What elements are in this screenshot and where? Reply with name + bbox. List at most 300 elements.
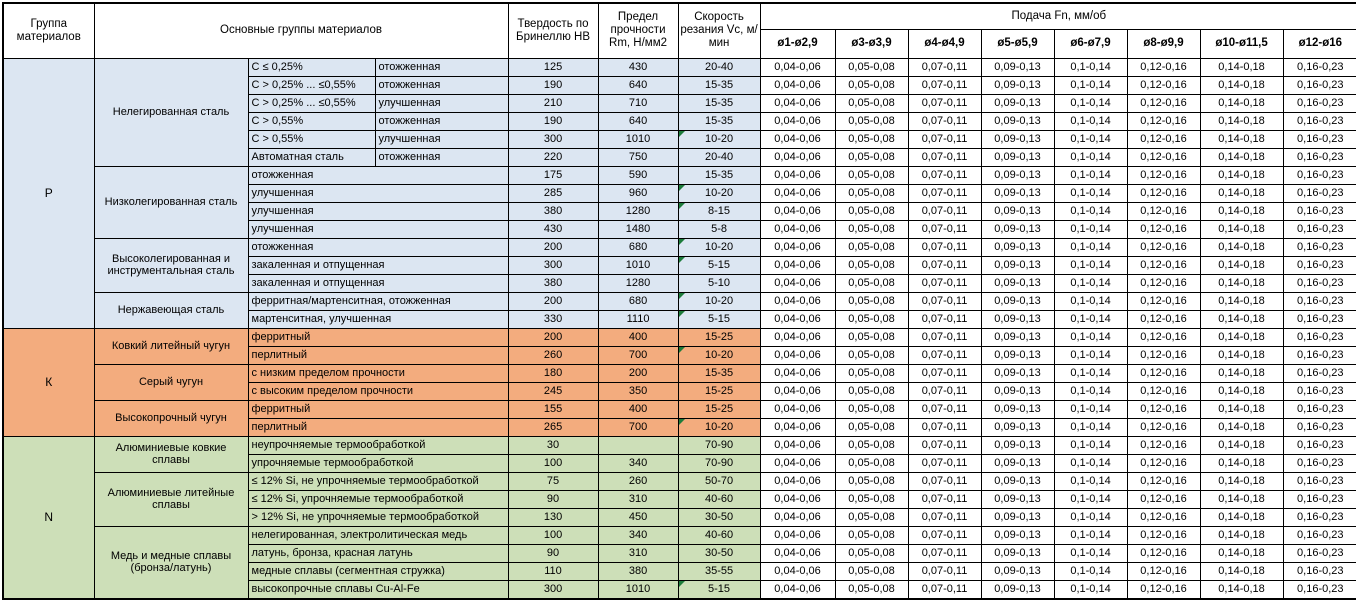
header-diameter-4[interactable]: ø5-ø5,9 [981, 29, 1054, 58]
material-variant-cell[interactable]: упрочняемые термообработкой [248, 454, 508, 472]
feed-cell-d7[interactable]: 0,14-0,18 [1200, 130, 1283, 148]
feed-cell-d3[interactable]: 0,07-0,11 [908, 454, 981, 472]
feed-cell-d1[interactable]: 0,04-0,06 [760, 292, 835, 310]
feed-cell-d6[interactable]: 0,12-0,16 [1127, 526, 1200, 544]
feed-cell-d6[interactable]: 0,12-0,16 [1127, 328, 1200, 346]
feed-cell-d2[interactable]: 0,05-0,08 [835, 130, 908, 148]
feed-cell-d2[interactable]: 0,05-0,08 [835, 238, 908, 256]
vc-cell[interactable]: 5-15 [678, 310, 760, 328]
vc-cell[interactable]: 10-20 [678, 184, 760, 202]
vc-cell[interactable]: 15-35 [678, 364, 760, 382]
feed-cell-d3[interactable]: 0,07-0,11 [908, 490, 981, 508]
hb-cell[interactable]: 300 [508, 256, 598, 274]
feed-cell-d8[interactable]: 0,16-0,23 [1283, 220, 1356, 238]
material-variant-cell[interactable]: медные сплавы (сегментная стружка) [248, 562, 508, 580]
feed-cell-d7[interactable]: 0,14-0,18 [1200, 112, 1283, 130]
feed-cell-d4[interactable]: 0,09-0,13 [981, 364, 1054, 382]
feed-cell-d2[interactable]: 0,05-0,08 [835, 274, 908, 292]
feed-cell-d7[interactable]: 0,14-0,18 [1200, 184, 1283, 202]
feed-cell-d2[interactable]: 0,05-0,08 [835, 508, 908, 526]
feed-cell-d7[interactable]: 0,14-0,18 [1200, 580, 1283, 599]
material-group-cell[interactable]: Алюминиевые литейные сплавы [94, 472, 248, 526]
feed-cell-d7[interactable]: 0,14-0,18 [1200, 166, 1283, 184]
vc-cell[interactable]: 15-35 [678, 112, 760, 130]
feed-cell-d7[interactable]: 0,14-0,18 [1200, 454, 1283, 472]
material-variant-cell[interactable]: закаленная и отпущенная [248, 274, 508, 292]
feed-cell-d5[interactable]: 0,1-0,14 [1054, 562, 1127, 580]
feed-cell-d8[interactable]: 0,16-0,23 [1283, 508, 1356, 526]
feed-cell-d4[interactable]: 0,09-0,13 [981, 94, 1054, 112]
feed-cell-d2[interactable]: 0,05-0,08 [835, 112, 908, 130]
feed-cell-d3[interactable]: 0,07-0,11 [908, 76, 981, 94]
material-variant-cell[interactable]: неупрочняемые термообработкой [248, 436, 508, 454]
material-group-cell[interactable]: Нелегированная сталь [94, 58, 248, 166]
feed-cell-d2[interactable]: 0,05-0,08 [835, 76, 908, 94]
feed-cell-d8[interactable]: 0,16-0,23 [1283, 256, 1356, 274]
feed-cell-d5[interactable]: 0,1-0,14 [1054, 364, 1127, 382]
rm-cell[interactable]: 960 [598, 184, 678, 202]
vc-cell[interactable]: 10-20 [678, 130, 760, 148]
material-group-cell[interactable]: Высокопрочный чугун [94, 400, 248, 436]
header-cutting-speed-vc[interactable]: Скорость резания Vc, м/мин [678, 3, 760, 58]
feed-cell-d8[interactable]: 0,16-0,23 [1283, 364, 1356, 382]
feed-cell-d3[interactable]: 0,07-0,11 [908, 508, 981, 526]
feed-cell-d5[interactable]: 0,1-0,14 [1054, 346, 1127, 364]
feed-cell-d4[interactable]: 0,09-0,13 [981, 184, 1054, 202]
feed-cell-d7[interactable]: 0,14-0,18 [1200, 310, 1283, 328]
feed-cell-d6[interactable]: 0,12-0,16 [1127, 292, 1200, 310]
feed-cell-d8[interactable]: 0,16-0,23 [1283, 148, 1356, 166]
feed-cell-d7[interactable]: 0,14-0,18 [1200, 94, 1283, 112]
feed-cell-d2[interactable]: 0,05-0,08 [835, 184, 908, 202]
feed-cell-d2[interactable]: 0,05-0,08 [835, 454, 908, 472]
feed-cell-d3[interactable]: 0,07-0,11 [908, 382, 981, 400]
feed-cell-d6[interactable]: 0,12-0,16 [1127, 274, 1200, 292]
feed-cell-d5[interactable]: 0,1-0,14 [1054, 202, 1127, 220]
feed-cell-d5[interactable]: 0,1-0,14 [1054, 490, 1127, 508]
material-variant-cell[interactable]: C > 0,55% [248, 112, 375, 130]
material-variant-cell[interactable]: улучшенная [248, 220, 508, 238]
rm-cell[interactable]: 640 [598, 76, 678, 94]
feed-cell-d7[interactable]: 0,14-0,18 [1200, 328, 1283, 346]
hb-cell[interactable]: 380 [508, 202, 598, 220]
feed-cell-d1[interactable]: 0,04-0,06 [760, 400, 835, 418]
material-variant-cell[interactable]: с низким пределом прочности [248, 364, 508, 382]
feed-cell-d3[interactable]: 0,07-0,11 [908, 526, 981, 544]
hb-cell[interactable]: 200 [508, 328, 598, 346]
header-diameter-2[interactable]: ø3-ø3,9 [835, 29, 908, 58]
rm-cell[interactable]: 1010 [598, 130, 678, 148]
feed-cell-d6[interactable]: 0,12-0,16 [1127, 256, 1200, 274]
feed-cell-d2[interactable]: 0,05-0,08 [835, 310, 908, 328]
feed-cell-d4[interactable]: 0,09-0,13 [981, 130, 1054, 148]
feed-cell-d4[interactable]: 0,09-0,13 [981, 328, 1054, 346]
material-variant-cell[interactable]: перлитный [248, 418, 508, 436]
feed-cell-d5[interactable]: 0,1-0,14 [1054, 418, 1127, 436]
feed-cell-d5[interactable]: 0,1-0,14 [1054, 400, 1127, 418]
material-variant-cell[interactable]: ферритная/мартенситная, отожженная [248, 292, 508, 310]
feed-cell-d2[interactable]: 0,05-0,08 [835, 346, 908, 364]
feed-cell-d1[interactable]: 0,04-0,06 [760, 508, 835, 526]
feed-cell-d7[interactable]: 0,14-0,18 [1200, 544, 1283, 562]
feed-cell-d8[interactable]: 0,16-0,23 [1283, 238, 1356, 256]
feed-cell-d5[interactable]: 0,1-0,14 [1054, 94, 1127, 112]
feed-cell-d3[interactable]: 0,07-0,11 [908, 256, 981, 274]
feed-cell-d7[interactable]: 0,14-0,18 [1200, 418, 1283, 436]
feed-cell-d4[interactable]: 0,09-0,13 [981, 418, 1054, 436]
feed-cell-d4[interactable]: 0,09-0,13 [981, 382, 1054, 400]
feed-cell-d8[interactable]: 0,16-0,23 [1283, 382, 1356, 400]
feed-cell-d5[interactable]: 0,1-0,14 [1054, 454, 1127, 472]
rm-cell[interactable]: 380 [598, 562, 678, 580]
feed-cell-d4[interactable]: 0,09-0,13 [981, 490, 1054, 508]
feed-cell-d3[interactable]: 0,07-0,11 [908, 220, 981, 238]
feed-cell-d7[interactable]: 0,14-0,18 [1200, 364, 1283, 382]
material-variant-cell[interactable]: отожженная [248, 238, 508, 256]
feed-cell-d2[interactable]: 0,05-0,08 [835, 202, 908, 220]
vc-cell[interactable]: 8-15 [678, 202, 760, 220]
feed-cell-d3[interactable]: 0,07-0,11 [908, 292, 981, 310]
feed-cell-d6[interactable]: 0,12-0,16 [1127, 94, 1200, 112]
vc-cell[interactable]: 15-35 [678, 76, 760, 94]
header-hardness-hb[interactable]: Твердость по Бринеллю HB [508, 3, 598, 58]
vc-cell[interactable]: 10-20 [678, 238, 760, 256]
feed-cell-d7[interactable]: 0,14-0,18 [1200, 472, 1283, 490]
material-variant-cell[interactable]: перлитный [248, 346, 508, 364]
feed-cell-d8[interactable]: 0,16-0,23 [1283, 544, 1356, 562]
material-variant-cell[interactable]: Автоматная сталь [248, 148, 375, 166]
feed-cell-d3[interactable]: 0,07-0,11 [908, 112, 981, 130]
feed-cell-d8[interactable]: 0,16-0,23 [1283, 328, 1356, 346]
feed-cell-d6[interactable]: 0,12-0,16 [1127, 76, 1200, 94]
vc-cell[interactable]: 30-50 [678, 508, 760, 526]
material-group-cell[interactable]: Низколегированная сталь [94, 166, 248, 238]
hb-cell[interactable]: 155 [508, 400, 598, 418]
header-main-groups[interactable]: Основные группы материалов [94, 3, 508, 58]
feed-cell-d6[interactable]: 0,12-0,16 [1127, 580, 1200, 599]
vc-cell[interactable]: 5-15 [678, 580, 760, 599]
feed-cell-d1[interactable]: 0,04-0,06 [760, 130, 835, 148]
rm-cell[interactable]: 350 [598, 382, 678, 400]
feed-cell-d2[interactable]: 0,05-0,08 [835, 490, 908, 508]
feed-cell-d5[interactable]: 0,1-0,14 [1054, 130, 1127, 148]
feed-cell-d4[interactable]: 0,09-0,13 [981, 112, 1054, 130]
feed-cell-d5[interactable]: 0,1-0,14 [1054, 310, 1127, 328]
feed-cell-d5[interactable]: 0,1-0,14 [1054, 526, 1127, 544]
feed-cell-d1[interactable]: 0,04-0,06 [760, 562, 835, 580]
hb-cell[interactable]: 75 [508, 472, 598, 490]
feed-cell-d8[interactable]: 0,16-0,23 [1283, 184, 1356, 202]
feed-cell-d8[interactable]: 0,16-0,23 [1283, 580, 1356, 599]
feed-cell-d6[interactable]: 0,12-0,16 [1127, 166, 1200, 184]
rm-cell[interactable]: 700 [598, 418, 678, 436]
feed-cell-d8[interactable]: 0,16-0,23 [1283, 202, 1356, 220]
feed-cell-d8[interactable]: 0,16-0,23 [1283, 310, 1356, 328]
feed-cell-d4[interactable]: 0,09-0,13 [981, 76, 1054, 94]
feed-cell-d3[interactable]: 0,07-0,11 [908, 58, 981, 76]
rm-cell[interactable]: 340 [598, 454, 678, 472]
feed-cell-d7[interactable]: 0,14-0,18 [1200, 202, 1283, 220]
hb-cell[interactable]: 100 [508, 526, 598, 544]
hb-cell[interactable]: 125 [508, 58, 598, 76]
feed-cell-d2[interactable]: 0,05-0,08 [835, 256, 908, 274]
feed-cell-d8[interactable]: 0,16-0,23 [1283, 562, 1356, 580]
feed-cell-d3[interactable]: 0,07-0,11 [908, 580, 981, 599]
hb-cell[interactable]: 220 [508, 148, 598, 166]
feed-cell-d4[interactable]: 0,09-0,13 [981, 58, 1054, 76]
feed-cell-d5[interactable]: 0,1-0,14 [1054, 580, 1127, 599]
feed-cell-d1[interactable]: 0,04-0,06 [760, 256, 835, 274]
feed-cell-d4[interactable]: 0,09-0,13 [981, 202, 1054, 220]
feed-cell-d7[interactable]: 0,14-0,18 [1200, 274, 1283, 292]
material-variant-cell[interactable]: улучшенная [248, 202, 508, 220]
feed-cell-d8[interactable]: 0,16-0,23 [1283, 472, 1356, 490]
feed-cell-d7[interactable]: 0,14-0,18 [1200, 292, 1283, 310]
feed-cell-d5[interactable]: 0,1-0,14 [1054, 292, 1127, 310]
material-state-cell[interactable]: отожженная [375, 76, 508, 94]
hb-cell[interactable]: 265 [508, 418, 598, 436]
feed-cell-d1[interactable]: 0,04-0,06 [760, 310, 835, 328]
rm-cell[interactable]: 430 [598, 58, 678, 76]
feed-cell-d8[interactable]: 0,16-0,23 [1283, 58, 1356, 76]
feed-cell-d5[interactable]: 0,1-0,14 [1054, 166, 1127, 184]
material-variant-cell[interactable]: ≤ 12% Si, не упрочняемые термообработкой [248, 472, 508, 490]
feed-cell-d5[interactable]: 0,1-0,14 [1054, 472, 1127, 490]
feed-cell-d3[interactable]: 0,07-0,11 [908, 436, 981, 454]
header-diameter-6[interactable]: ø8-ø9,9 [1127, 29, 1200, 58]
vc-cell[interactable]: 15-35 [678, 166, 760, 184]
feed-cell-d4[interactable]: 0,09-0,13 [981, 346, 1054, 364]
header-diameter-3[interactable]: ø4-ø4,9 [908, 29, 981, 58]
feed-cell-d7[interactable]: 0,14-0,18 [1200, 400, 1283, 418]
vc-cell[interactable]: 5-8 [678, 220, 760, 238]
feed-cell-d1[interactable]: 0,04-0,06 [760, 328, 835, 346]
feed-cell-d4[interactable]: 0,09-0,13 [981, 562, 1054, 580]
material-variant-cell[interactable]: C ≤ 0,25% [248, 58, 375, 76]
feed-cell-d6[interactable]: 0,12-0,16 [1127, 490, 1200, 508]
hb-cell[interactable]: 285 [508, 184, 598, 202]
feed-cell-d8[interactable]: 0,16-0,23 [1283, 346, 1356, 364]
rm-cell[interactable]: 1280 [598, 274, 678, 292]
material-variant-cell[interactable]: > 12% Si, не упрочняемые термообработкой [248, 508, 508, 526]
feed-cell-d7[interactable]: 0,14-0,18 [1200, 436, 1283, 454]
feed-cell-d2[interactable]: 0,05-0,08 [835, 562, 908, 580]
hb-cell[interactable]: 100 [508, 454, 598, 472]
feed-cell-d2[interactable]: 0,05-0,08 [835, 544, 908, 562]
feed-cell-d8[interactable]: 0,16-0,23 [1283, 274, 1356, 292]
feed-cell-d7[interactable]: 0,14-0,18 [1200, 220, 1283, 238]
feed-cell-d6[interactable]: 0,12-0,16 [1127, 364, 1200, 382]
feed-cell-d8[interactable]: 0,16-0,23 [1283, 436, 1356, 454]
feed-cell-d3[interactable]: 0,07-0,11 [908, 274, 981, 292]
feed-cell-d7[interactable]: 0,14-0,18 [1200, 562, 1283, 580]
feed-cell-d6[interactable]: 0,12-0,16 [1127, 238, 1200, 256]
feed-cell-d2[interactable]: 0,05-0,08 [835, 382, 908, 400]
feed-cell-d7[interactable]: 0,14-0,18 [1200, 76, 1283, 94]
feed-cell-d6[interactable]: 0,12-0,16 [1127, 130, 1200, 148]
feed-cell-d3[interactable]: 0,07-0,11 [908, 310, 981, 328]
vc-cell[interactable]: 70-90 [678, 454, 760, 472]
feed-cell-d4[interactable]: 0,09-0,13 [981, 310, 1054, 328]
feed-cell-d6[interactable]: 0,12-0,16 [1127, 112, 1200, 130]
feed-cell-d5[interactable]: 0,1-0,14 [1054, 436, 1127, 454]
rm-cell[interactable]: 340 [598, 526, 678, 544]
feed-cell-d6[interactable]: 0,12-0,16 [1127, 400, 1200, 418]
feed-cell-d6[interactable]: 0,12-0,16 [1127, 562, 1200, 580]
feed-cell-d6[interactable]: 0,12-0,16 [1127, 508, 1200, 526]
feed-cell-d1[interactable]: 0,04-0,06 [760, 364, 835, 382]
feed-cell-d2[interactable]: 0,05-0,08 [835, 328, 908, 346]
feed-cell-d3[interactable]: 0,07-0,11 [908, 94, 981, 112]
feed-cell-d1[interactable]: 0,04-0,06 [760, 346, 835, 364]
feed-cell-d6[interactable]: 0,12-0,16 [1127, 436, 1200, 454]
feed-cell-d6[interactable]: 0,12-0,16 [1127, 58, 1200, 76]
feed-cell-d1[interactable]: 0,04-0,06 [760, 472, 835, 490]
feed-cell-d5[interactable]: 0,1-0,14 [1054, 148, 1127, 166]
feed-cell-d2[interactable]: 0,05-0,08 [835, 580, 908, 599]
feed-cell-d3[interactable]: 0,07-0,11 [908, 400, 981, 418]
feed-cell-d7[interactable]: 0,14-0,18 [1200, 148, 1283, 166]
hb-cell[interactable]: 200 [508, 238, 598, 256]
vc-cell[interactable]: 35-55 [678, 562, 760, 580]
feed-cell-d2[interactable]: 0,05-0,08 [835, 400, 908, 418]
material-variant-cell[interactable]: ≤ 12% Si, упрочняемые термообработкой [248, 490, 508, 508]
hb-cell[interactable]: 190 [508, 76, 598, 94]
feed-cell-d5[interactable]: 0,1-0,14 [1054, 256, 1127, 274]
feed-cell-d1[interactable]: 0,04-0,06 [760, 580, 835, 599]
feed-cell-d1[interactable]: 0,04-0,06 [760, 94, 835, 112]
feed-cell-d5[interactable]: 0,1-0,14 [1054, 508, 1127, 526]
feed-cell-d8[interactable]: 0,16-0,23 [1283, 292, 1356, 310]
material-variant-cell[interactable]: улучшенная [248, 184, 508, 202]
vc-cell[interactable]: 40-60 [678, 526, 760, 544]
rm-cell[interactable]: 710 [598, 94, 678, 112]
feed-cell-d1[interactable]: 0,04-0,06 [760, 58, 835, 76]
feed-cell-d3[interactable]: 0,07-0,11 [908, 562, 981, 580]
rm-cell[interactable]: 1110 [598, 310, 678, 328]
hb-cell[interactable]: 200 [508, 292, 598, 310]
feed-cell-d3[interactable]: 0,07-0,11 [908, 166, 981, 184]
rm-cell[interactable]: 750 [598, 148, 678, 166]
feed-cell-d8[interactable]: 0,16-0,23 [1283, 130, 1356, 148]
hb-cell[interactable]: 210 [508, 94, 598, 112]
hb-cell[interactable]: 90 [508, 544, 598, 562]
feed-cell-d2[interactable]: 0,05-0,08 [835, 220, 908, 238]
feed-cell-d4[interactable]: 0,09-0,13 [981, 400, 1054, 418]
material-variant-cell[interactable]: мартенситная, улучшенная [248, 310, 508, 328]
group-code-cell[interactable]: N [3, 436, 94, 599]
header-diameter-8[interactable]: ø12-ø16 [1283, 29, 1356, 58]
feed-cell-d3[interactable]: 0,07-0,11 [908, 202, 981, 220]
material-state-cell[interactable]: отожженная [375, 148, 508, 166]
rm-cell[interactable]: 700 [598, 346, 678, 364]
vc-cell[interactable]: 15-35 [678, 94, 760, 112]
feed-cell-d5[interactable]: 0,1-0,14 [1054, 274, 1127, 292]
feed-cell-d5[interactable]: 0,1-0,14 [1054, 112, 1127, 130]
rm-cell[interactable]: 450 [598, 508, 678, 526]
feed-cell-d3[interactable]: 0,07-0,11 [908, 364, 981, 382]
hb-cell[interactable]: 380 [508, 274, 598, 292]
group-code-cell[interactable]: P [3, 58, 94, 328]
feed-cell-d4[interactable]: 0,09-0,13 [981, 454, 1054, 472]
feed-cell-d3[interactable]: 0,07-0,11 [908, 328, 981, 346]
rm-cell[interactable]: 590 [598, 166, 678, 184]
rm-cell[interactable]: 1010 [598, 580, 678, 599]
feed-cell-d7[interactable]: 0,14-0,18 [1200, 508, 1283, 526]
vc-cell[interactable]: 5-15 [678, 256, 760, 274]
feed-cell-d8[interactable]: 0,16-0,23 [1283, 454, 1356, 472]
material-variant-cell[interactable]: ферритный [248, 400, 508, 418]
feed-cell-d7[interactable]: 0,14-0,18 [1200, 526, 1283, 544]
feed-cell-d2[interactable]: 0,05-0,08 [835, 58, 908, 76]
vc-cell[interactable]: 15-25 [678, 400, 760, 418]
rm-cell[interactable]: 1280 [598, 202, 678, 220]
material-group-cell[interactable]: Нержавеющая сталь [94, 292, 248, 328]
header-diameter-1[interactable]: ø1-ø2,9 [760, 29, 835, 58]
header-feed-fn[interactable]: Подача Fn, мм/об [760, 3, 1356, 29]
feed-cell-d1[interactable]: 0,04-0,06 [760, 76, 835, 94]
feed-cell-d4[interactable]: 0,09-0,13 [981, 436, 1054, 454]
feed-cell-d2[interactable]: 0,05-0,08 [835, 94, 908, 112]
hb-cell[interactable]: 430 [508, 220, 598, 238]
material-group-cell[interactable]: Медь и медные сплавы (бронза/латунь) [94, 526, 248, 599]
header-diameter-7[interactable]: ø10-ø11,5 [1200, 29, 1283, 58]
feed-cell-d8[interactable]: 0,16-0,23 [1283, 112, 1356, 130]
feed-cell-d6[interactable]: 0,12-0,16 [1127, 454, 1200, 472]
feed-cell-d2[interactable]: 0,05-0,08 [835, 418, 908, 436]
feed-cell-d2[interactable]: 0,05-0,08 [835, 148, 908, 166]
header-strength-rm[interactable]: Предел прочности Rm, Н/мм2 [598, 3, 678, 58]
feed-cell-d8[interactable]: 0,16-0,23 [1283, 526, 1356, 544]
feed-cell-d1[interactable]: 0,04-0,06 [760, 220, 835, 238]
rm-cell[interactable]: 400 [598, 328, 678, 346]
feed-cell-d1[interactable]: 0,04-0,06 [760, 526, 835, 544]
feed-cell-d4[interactable]: 0,09-0,13 [981, 472, 1054, 490]
material-variant-cell[interactable]: нелегированная, электролитическая медь [248, 526, 508, 544]
feed-cell-d5[interactable]: 0,1-0,14 [1054, 58, 1127, 76]
vc-cell[interactable]: 30-50 [678, 544, 760, 562]
feed-cell-d1[interactable]: 0,04-0,06 [760, 382, 835, 400]
rm-cell[interactable]: 680 [598, 238, 678, 256]
material-variant-cell[interactable]: ферритный [248, 328, 508, 346]
material-state-cell[interactable]: улучшенная [375, 94, 508, 112]
feed-cell-d1[interactable]: 0,04-0,06 [760, 148, 835, 166]
feed-cell-d2[interactable]: 0,05-0,08 [835, 472, 908, 490]
feed-cell-d1[interactable]: 0,04-0,06 [760, 238, 835, 256]
feed-cell-d7[interactable]: 0,14-0,18 [1200, 382, 1283, 400]
vc-cell[interactable]: 50-70 [678, 472, 760, 490]
rm-cell[interactable]: 310 [598, 490, 678, 508]
material-variant-cell[interactable]: отожженная [248, 166, 508, 184]
hb-cell[interactable]: 260 [508, 346, 598, 364]
feed-cell-d3[interactable]: 0,07-0,11 [908, 472, 981, 490]
vc-cell[interactable]: 10-20 [678, 292, 760, 310]
header-diameter-5[interactable]: ø6-ø7,9 [1054, 29, 1127, 58]
hb-cell[interactable]: 110 [508, 562, 598, 580]
material-variant-cell[interactable]: с высоким пределом прочности [248, 382, 508, 400]
hb-cell[interactable]: 90 [508, 490, 598, 508]
vc-cell[interactable]: 5-10 [678, 274, 760, 292]
feed-cell-d1[interactable]: 0,04-0,06 [760, 436, 835, 454]
hb-cell[interactable]: 175 [508, 166, 598, 184]
material-state-cell[interactable]: отожженная [375, 58, 508, 76]
material-variant-cell[interactable]: C > 0,25% ... ≤0,55% [248, 76, 375, 94]
feed-cell-d4[interactable]: 0,09-0,13 [981, 166, 1054, 184]
material-group-cell[interactable]: Ковкий литейный чугун [94, 328, 248, 364]
vc-cell[interactable]: 20-40 [678, 148, 760, 166]
feed-cell-d4[interactable]: 0,09-0,13 [981, 220, 1054, 238]
material-variant-cell[interactable]: C > 0,25% ... ≤0,55% [248, 94, 375, 112]
